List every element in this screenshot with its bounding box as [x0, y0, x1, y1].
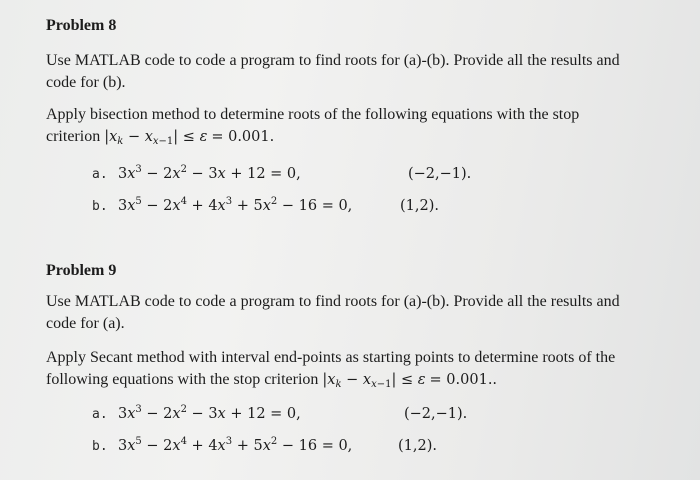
problem-9-method [46, 347, 686, 391]
problem-8-method-line2 [46, 126, 686, 148]
problem-8-equation-a-formula: $3x^3 - 2x^2 - 3x + 12 = 0$, [118, 164, 301, 182]
problem-9-equation-a [92, 404, 532, 425]
problem-9-intro-line1: Use MATLAB code to code a program to find roots for (a)-(b). Provide all the results and [46, 293, 620, 310]
problem-8-method-line1: Apply bisection method to determine roots of the following equations with the stop [46, 106, 580, 123]
problem-8-criterion-prefix: criterion [46, 128, 101, 145]
problem-9-criterion-prefix: following equations with the stop criterion [46, 371, 319, 388]
problem-8-equation-b-label: b. [92, 199, 108, 214]
problem-8-criterion-formula: $|x_k - x_{x-1}| \le \varepsilon$ [104, 129, 208, 147]
problem-8-equation-a-interval: (−2,−1). [408, 166, 472, 182]
problem-9-equation-a-label: a. [92, 407, 108, 422]
problem-8-equation-b-interval: (1,2). [400, 198, 439, 214]
problem-8-equation-a [92, 164, 532, 185]
problem-9-equation-a-interval: (−2,−1). [404, 406, 468, 422]
problem-8-criterion-value: = 0.001. [211, 129, 275, 145]
problem-8-intro-line2: code for (b). [46, 74, 126, 91]
problem-9-intro-line2: code for (a). [46, 315, 125, 332]
problem-9-criterion-formula: $|x_k - x_{x-1}| \le \varepsilon$ [322, 372, 426, 390]
problem-8-equation-a-label: a. [92, 167, 108, 182]
problem-9-equation-b-interval: (1,2). [398, 438, 437, 454]
problem-8-equation-b [92, 196, 532, 217]
problem-8-equation-b-formula: $3x^5 - 2x^4 + 4x^3 + 5x^2 - 16 = 0$, [118, 196, 353, 214]
problem-9-method-line1: Apply Secant method with interval end-points as starting points to determine roots of the [46, 349, 616, 366]
problem-8-method [46, 104, 686, 148]
problem-9-intro [46, 291, 686, 335]
problem-8-title: Problem 8 [46, 17, 117, 34]
problem-9-equation-a-formula: $3x^3 - 2x^2 - 3x + 12 = 0$, [118, 404, 301, 422]
problem-8-intro [46, 50, 686, 94]
problem-9-equation-b-formula: $3x^5 - 2x^4 + 4x^3 + 5x^2 - 16 = 0$, [118, 436, 353, 454]
problem-9-criterion-value: = 0.001.. [429, 372, 498, 388]
problem-9-title: Problem 9 [46, 262, 117, 279]
problem-9-equation-b [92, 436, 532, 457]
problem-9-method-line2 [46, 369, 686, 391]
problem-8-intro-line1: Use MATLAB code to code a program to find roots for (a)-(b). Provide all the results and [46, 52, 620, 69]
problem-9-equation-b-label: b. [92, 439, 108, 454]
